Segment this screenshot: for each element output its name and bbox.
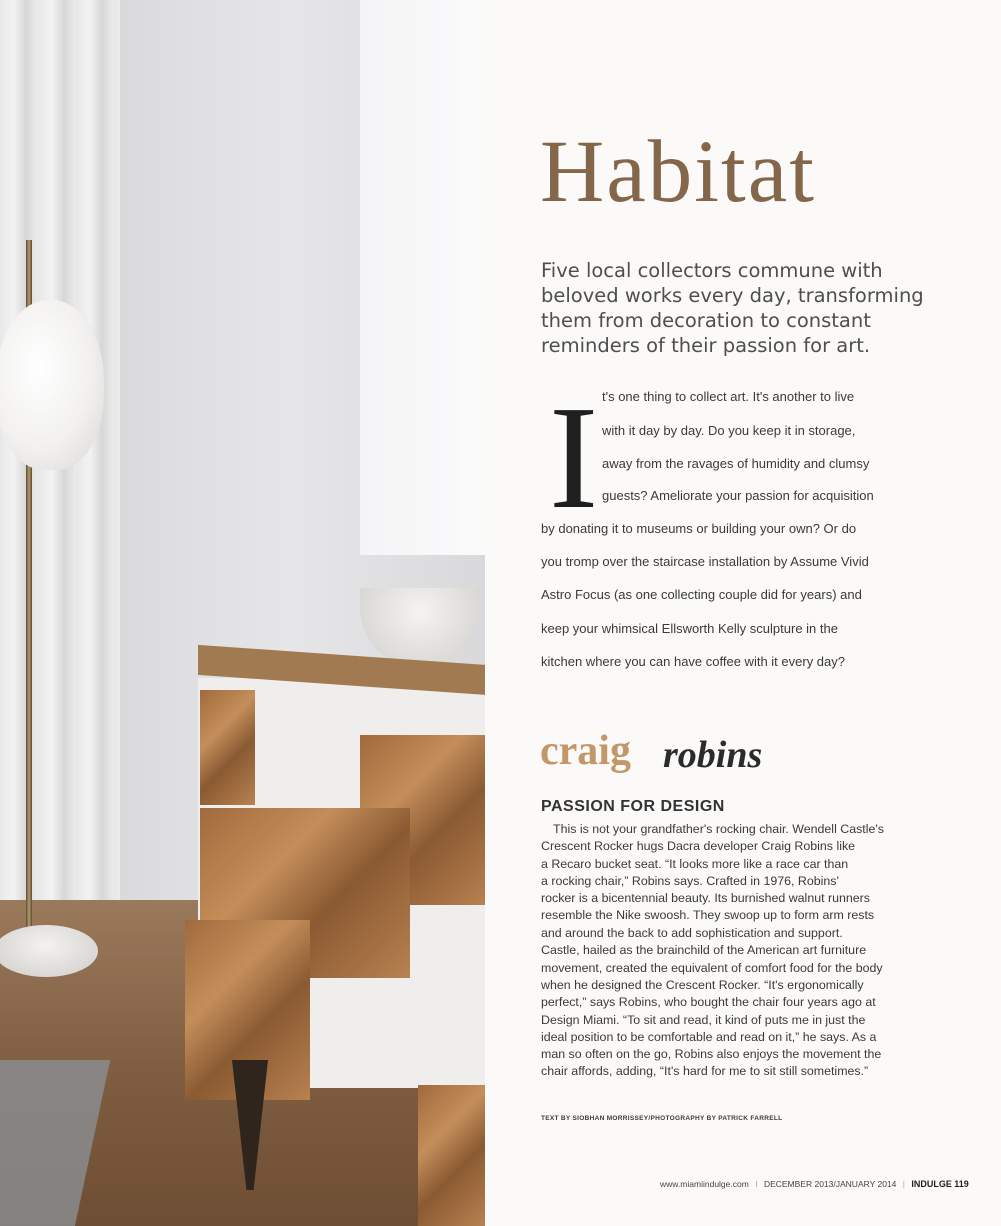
dresser-drawer — [418, 1085, 485, 1226]
body-line: Castle, hailed as the brainchild of the American art furniture — [541, 943, 867, 957]
article-dek: Five local collectors commune with beloved works every day, transforming them from decoration to constant reminders of their passion for art. — [541, 259, 924, 357]
folio-issue: DECEMBER 2013/JANUARY 2014 — [763, 1179, 897, 1189]
drop-cap: I — [549, 376, 599, 540]
interior-photo — [0, 0, 485, 1226]
folio-separator: | — [902, 1179, 905, 1189]
body-line: Design Miami. “To sit and read, it kind of puts me in just the — [541, 1013, 866, 1027]
window-light — [360, 0, 485, 555]
intro-line: keep your whimsical Ellsworth Kelly sculpture in the — [541, 621, 838, 636]
body-line: ideal position to be comfortable and read on it,” he says. As a — [541, 1030, 877, 1044]
body-line: perfect,” says Robins, who bought the chair four years ago at — [541, 995, 876, 1009]
intro-line: guests? Ameliorate your passion for acquisition — [602, 488, 874, 503]
floor-lamp-shade — [0, 300, 104, 470]
dresser-drawer — [200, 690, 255, 805]
body-line: and around the back to add sophistication and support. — [541, 926, 843, 940]
intro-line: kitchen where you can have coffee with it every day? — [541, 654, 845, 669]
folio-separator: I — [755, 1179, 758, 1189]
intro-line: t's one thing to collect art. It's another to live — [602, 389, 855, 404]
folio-magazine: INDULGE — [911, 1179, 952, 1189]
body-line: This is not your grandfather's rocking chair. Wendell Castle's — [553, 822, 884, 836]
body-line: Crescent Rocker hugs Dacra developer Craig Robins like — [541, 839, 856, 853]
collector-first-name: craig — [540, 728, 631, 774]
section-subhead: PASSION FOR DESIGN — [541, 798, 725, 815]
page-folio — [660, 1179, 969, 1189]
folio-page-number: 119 — [954, 1179, 969, 1189]
body-line: movement, created the equivalent of comfort food for the body — [541, 961, 883, 975]
body-line: a Recaro bucket seat. “It looks more like a race car than — [541, 857, 849, 871]
intro-line: by donating it to museums or building your own? Or do — [541, 521, 857, 536]
intro-line: away from the ravages of humidity and clumsy — [602, 456, 870, 471]
collector-last-name: robins — [663, 734, 763, 776]
folio-url: www.miamiindulge.com — [660, 1179, 749, 1189]
article-title: Habitat — [540, 123, 816, 221]
body-line: man so often on the go, Robins also enjoys the movement the — [541, 1047, 882, 1061]
intro-line: with it day by day. Do you keep it in storage, — [602, 423, 856, 438]
body-line: a rocking chair,” Robins says. Crafted in 1976, Robins' — [541, 874, 839, 888]
intro-line: Astro Focus (as one collecting couple did for years) and — [541, 587, 862, 602]
body-line: rocker is a bicentennial beauty. Its burnished walnut runners — [541, 891, 870, 905]
photo-text-credit: TEXT BY SIOBHAN MORRISSEY/PHOTOGRAPHY BY PATRICK FARRELL — [541, 1115, 783, 1122]
intro-line: you tromp over the staircase installation by Assume Vivid — [541, 554, 869, 569]
body-line: chair affords, adding, “It's hard for me to sit still sometimes.” — [541, 1064, 869, 1078]
body-line: when he designed the Crescent Rocker. “It's ergonomically — [541, 978, 864, 992]
body-line: resemble the Nike swoosh. They swoop up to form arm rests — [541, 908, 875, 922]
